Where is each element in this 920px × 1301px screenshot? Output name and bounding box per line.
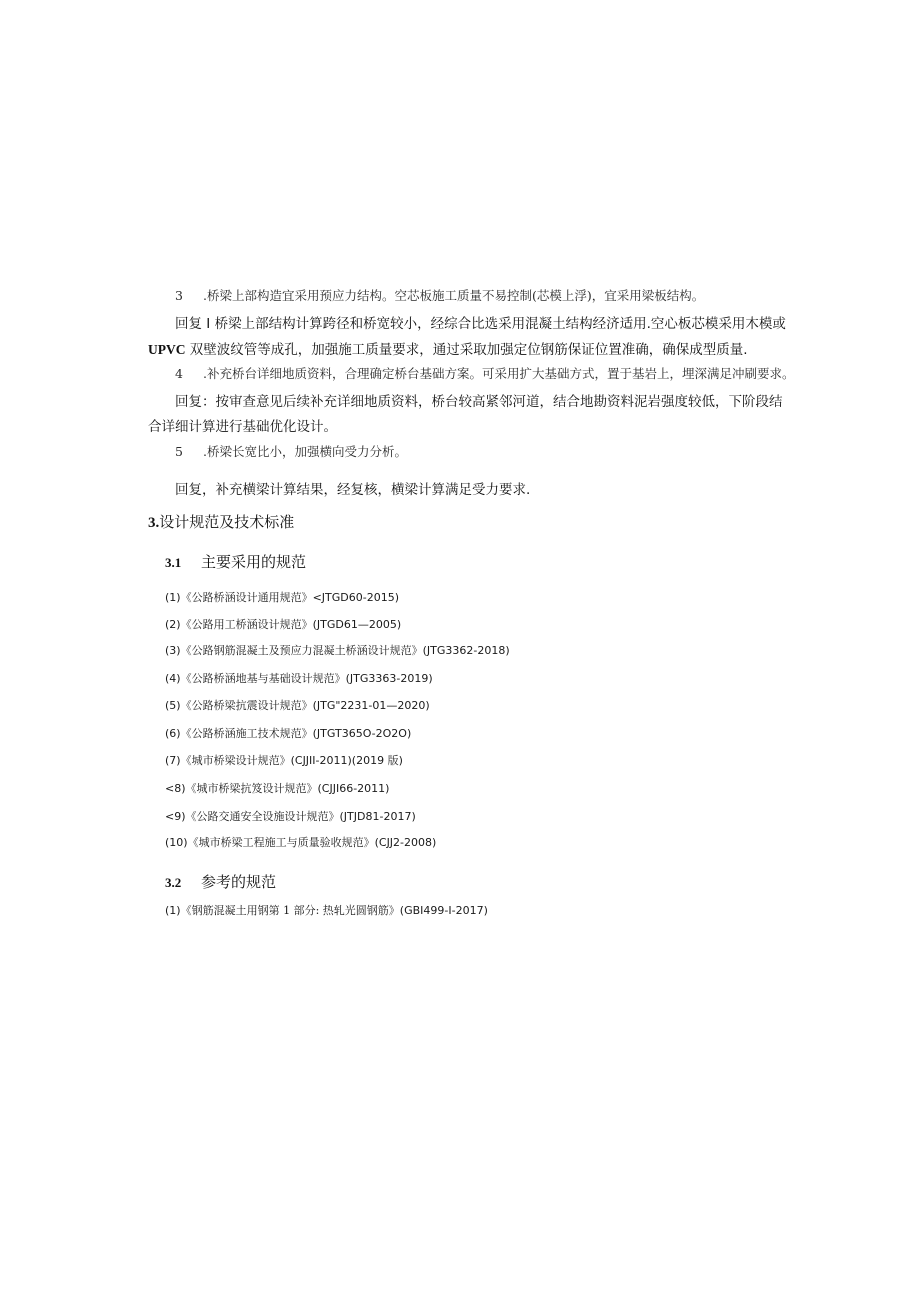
review-comment-text: .桥梁长宽比小，加强横向受力分析。 [203,444,407,459]
reference-code: (GBI499-I-2017) [399,904,488,917]
section-number: 3. [148,515,160,531]
reference-index: (5) [165,699,181,712]
review-item-number: 5 [175,444,183,459]
subsection-heading-3-2 [165,871,276,892]
reply-text: 双壁波纹管等成孔，加强施工质量要求，通过采取加强定位钢筋保证位置准确，确保成型质量. [185,342,748,358]
section-heading [148,511,294,532]
review-item-number: 3 [175,288,183,303]
review-item-5-reply-line1: 回复，补充横梁计算结果，经复核，横梁计算满足受力要求. [175,482,531,498]
reference-title: 《钢筋混凝土用钢第 1 部分: 热轧光圆钢筋》 [180,904,400,917]
reference-code: (CJJ2-2008) [374,836,437,849]
reference-title: 《城市桥梁工程施工与质量验收规范》 [187,836,375,849]
review-item-number: 4 [175,366,183,381]
reference-index: (2) [165,618,181,631]
reference-item [165,780,389,796]
reference-item [165,670,433,686]
reference-item [165,834,436,850]
reference-item [165,589,399,605]
reference-code: (JTGT365O-2O2O) [312,727,412,740]
review-item-3-reply-line1: 回复 I 桥梁上部结构计算跨径和桥宽较小，经综合比选采用混凝土结构经济适用.空心板芯模采用木模或 [175,316,786,332]
reference-code: (CJJII-2011)(2019 版) [290,754,403,767]
review-item-4-reply-line2: 合详细计算进行基础优化设计。 [148,419,337,435]
review-comment-text: .补充桥台详细地质资料，合理确定桥台基础方案。可采用扩大基础方式，置于基岩上，埋深满足冲刷要求。 [203,366,795,381]
reference-code: (JTGD61—2005) [312,618,402,631]
reference-index: (10) [165,836,188,849]
subsection-title: 主要采用的规范 [201,553,307,571]
reference-index: <8) [165,782,186,795]
reference-item [165,902,488,918]
reference-title: 《公路桥涵施工技术规范》 [180,727,313,740]
reference-title: 《公路桥涵地基与基础设计规范》 [180,672,346,685]
reference-index: (1) [165,591,181,604]
reference-code: (JTJD81-2017) [339,810,416,823]
reference-code: (JTG3363-2019) [345,672,433,685]
reference-item [165,725,411,741]
reference-title: 《城市桥梁设计规范》 [180,754,291,767]
reference-item [165,642,510,658]
reference-index: (7) [165,754,181,767]
review-item-3-comment [175,286,704,304]
reference-title: 《公路交通安全设施设计规范》 [185,810,340,823]
section-title: 设计规范及技术标准 [159,513,295,531]
reference-item [165,616,401,632]
review-item-5-comment [175,442,407,460]
reference-code: (JTG3362-2018) [422,644,510,657]
reference-code: <JTGD60-2015) [312,591,400,604]
reference-index: (3) [165,644,181,657]
reference-title: 《公路钢筋混凝土及预应力混凝土桥涵设计规范》 [180,644,423,657]
reference-code: (CJJI66-2011) [317,782,390,795]
reference-item [165,808,416,824]
reference-index: (1) [165,904,181,917]
reference-index: <9) [165,810,186,823]
upvc-label: UPVC [148,342,186,357]
review-item-3-reply-line2 [148,338,748,358]
review-comment-text: .桥梁上部构造宜采用预应力结构。空芯板施工质量不易控制(芯模上浮)，宜采用梁板结构。 [203,288,705,303]
review-item-4-comment [175,364,794,382]
reference-title: 《公路桥涵设计通用规范》 [180,591,313,604]
reference-title: 《城市桥梁抗笈设计规范》 [185,782,318,795]
reference-index: (6) [165,727,181,740]
subsection-number: 3.1 [165,555,182,570]
reference-item [165,752,403,768]
reference-title: 《公路桥梁抗震设计规范》 [180,699,313,712]
reference-title: 《公路用工桥涵设计规范》 [180,618,313,631]
subsection-heading-3-1 [165,551,306,572]
subsection-number: 3.2 [165,875,182,890]
subsection-title: 参考的规范 [201,873,277,891]
review-item-4-reply-line1: 回复：按审查意见后续补充详细地质资料，桥台较高紧邻河道，结合地勘资料泥岩强度较低，下阶段结 [175,394,783,410]
reference-code: (JTG"2231-01—2020) [312,699,430,712]
reference-item [165,697,430,713]
reference-index: (4) [165,672,181,685]
